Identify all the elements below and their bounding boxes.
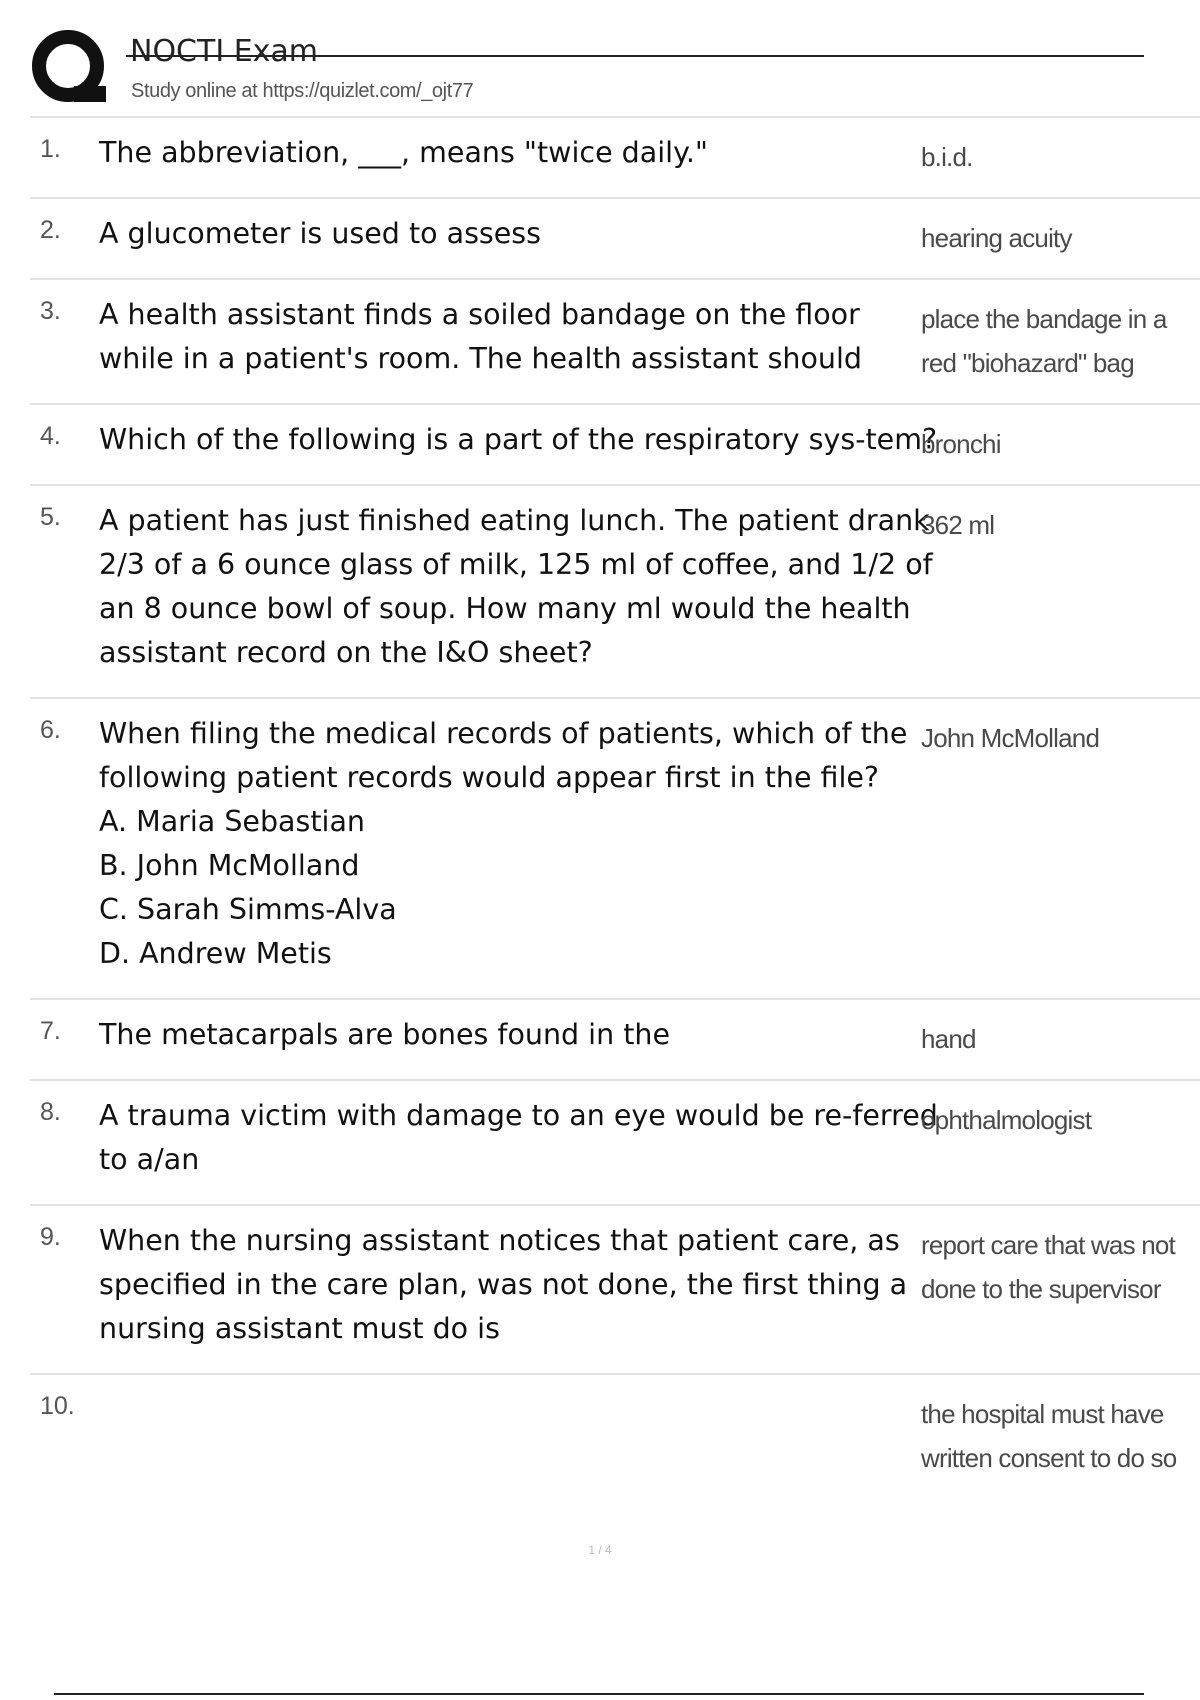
card-term: When filing the medical records of patients, which of the following patient records would appear first in the file? A. Maria Sebastian B. John McMolland C. Sarah Simms-Alva D. Andrew Metis: [99, 717, 908, 970]
flashcard-row: [30, 116, 1200, 197]
card-definition: hearing acuity: [921, 223, 1072, 253]
card-definition: b.i.d.: [921, 142, 973, 172]
card-definition: report care that was not done to the supervisor: [921, 1230, 1175, 1304]
card-number: 3.: [40, 297, 61, 325]
card-definition: bronchi: [921, 429, 1001, 459]
card-number: 7.: [40, 1017, 61, 1045]
flashcard-row: [30, 278, 1200, 403]
card-definition: the hospital must have written consent to do so: [921, 1399, 1177, 1473]
card-number: 1.: [40, 135, 61, 163]
card-number: 9.: [40, 1223, 61, 1251]
card-term: A patient has just finished eating lunch. The patient drank 2/3 of a 6 ounce glass of milk, 125 ml of coffee, and 1/2 of an 8 ounce bowl of soup. How many ml would the health assistant record on the I&O sheet?: [99, 504, 933, 669]
flashcard-row: [30, 697, 1200, 998]
card-number: 4.: [40, 422, 61, 450]
card-definition: John McMolland: [921, 723, 1100, 753]
card-term: The metacarpals are bones found in the: [99, 1018, 670, 1051]
card-term: [99, 1388, 939, 1476]
card-number: 5.: [40, 503, 61, 531]
card-definition: hand: [921, 1024, 976, 1054]
card-term: The abbreviation, ___, means "twice daily.": [99, 136, 709, 169]
page-title: NOCTI Exam: [130, 34, 319, 69]
card-number: 10.: [40, 1392, 75, 1420]
page-header: [30, 28, 1140, 112]
bottom-rule: [54, 1693, 1144, 1695]
flashcard-row: [30, 998, 1200, 1079]
card-definition: 362 ml: [921, 510, 995, 540]
flashcard-row: [30, 1079, 1200, 1204]
card-term: Which of the following is a part of the respiratory sys-tem?: [99, 423, 938, 456]
flashcard-row: [30, 1204, 1200, 1373]
card-term: A glucometer is used to assess: [99, 217, 542, 250]
flashcard-row: [30, 403, 1200, 484]
card-number: 2.: [40, 216, 61, 244]
page-number: 1 / 4: [588, 1543, 612, 1557]
flashcard-row: [30, 484, 1200, 697]
flashcard-list: [30, 116, 1200, 1498]
flashcard-row: [30, 197, 1200, 278]
card-number: 6.: [40, 716, 61, 744]
card-definition: place the bandage in a red "biohazard" bag: [921, 304, 1167, 378]
card-term: A health assistant finds a soiled bandage on the floor while in a patient's room. The health assistant should: [99, 298, 863, 375]
card-term: A trauma victim with damage to an eye would be re-ferred to a/an: [99, 1099, 938, 1176]
study-online-link-text: Study online at https://quizlet.com/_ojt77: [131, 80, 474, 102]
card-definition: ophthalmologist: [921, 1105, 1092, 1135]
card-number: 8.: [40, 1098, 61, 1126]
quizlet-q-logo-icon: [30, 28, 110, 108]
flashcard-row: [30, 1373, 1200, 1498]
card-term: When the nursing assistant notices that patient care, as specified in the care plan, was not done, the first thing a nursing assistant must do is: [99, 1224, 908, 1345]
